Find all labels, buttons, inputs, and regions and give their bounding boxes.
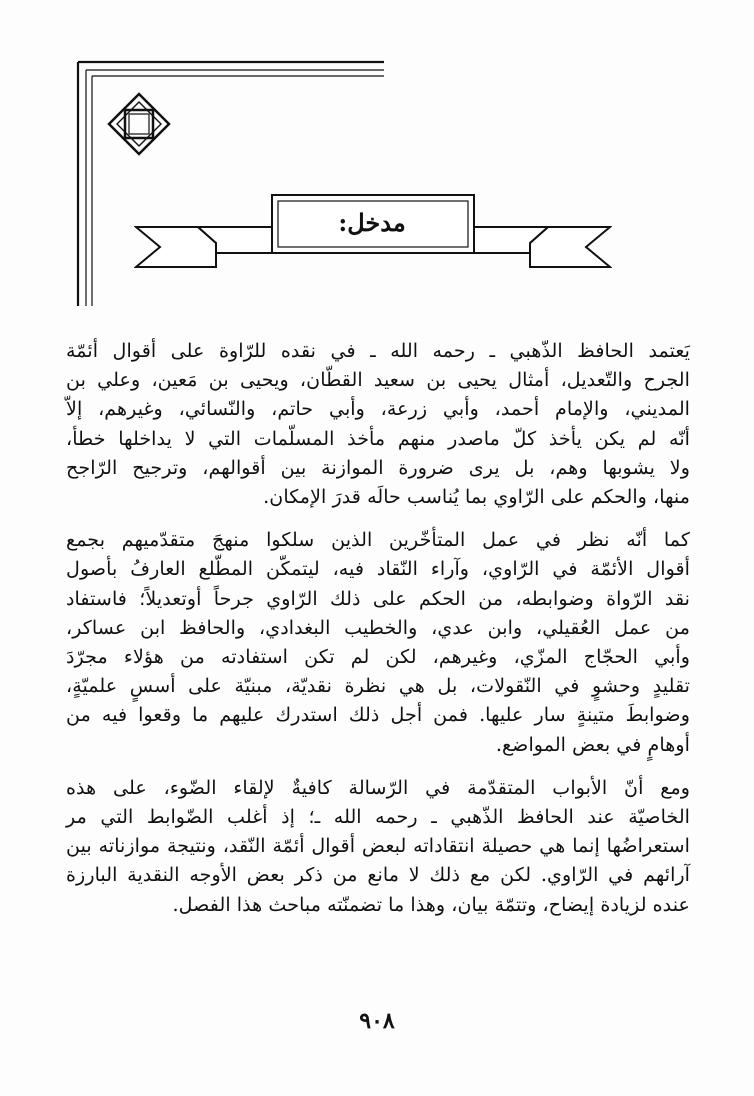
body-text	[66, 336, 690, 933]
text-line: تقليدٍ وحشوٍ في النّقولات، بل هي نظرة نقديّة، مبنيّة على أسسٍ علميّةٍ،	[66, 674, 690, 698]
text-line: أقوال الأئمّة في الرّاوي، وآراء النّقاد فيه، ليتمكّن المطّلع العارفُ بأصول	[66, 557, 690, 581]
text-line: نقد الرّواة وضوابطه، من الحكم على ذلك الرّاوي جرحاً أوتعديلاً؛ فاستفاد	[66, 586, 690, 610]
text-line: آرائهم في الرّاوي. لكن مع ذلك لا مانع من ذكر بعض الأوجه النقدية البارزة	[66, 863, 690, 887]
page-number: ٩٠٨	[359, 1008, 395, 1034]
text-line: عنده لزيادة إيضاح، وتتمّة بيان، وهذا ما تضمنّته مباحث هذا الفصل.	[172, 892, 690, 916]
text-line: وضوابطَ متينةٍ سار عليها. فمن أجل ذلك استدرك عليهم ما وقعوا فيه من	[66, 703, 690, 727]
text-line: من عمل العُقيلي، وابن عدي، والخطيب البغدادي، والحافظ ابن عساكر،	[66, 615, 690, 639]
text-line: استعراضُها إنما هي حصيلة انتقاداته لبعض أقوال أئمّة النّقد، ونتيجة موازناته بين	[66, 834, 690, 858]
text-line: أوهامٍ في بعض المواضع.	[495, 732, 690, 756]
text-line: منها، والحكم على الرّاوي بما يُناسب حالَه قدرَ الإمكان.	[263, 485, 690, 509]
paragraph-3	[66, 773, 690, 919]
text-line: ولا يشوبها وهم، بل يرى ضرورة الموازنة بين أقوالهم، وترجيح الرّاجح	[66, 455, 690, 479]
paragraph-2	[66, 525, 690, 759]
text-line: الخاصيّة عند الحافظ الذّهبي ـ رحمه الله ـ؛ إذ أغلب الضّوابط التي مر	[66, 805, 690, 829]
paragraph-1	[66, 336, 690, 511]
section-title: مدخل:	[338, 207, 406, 237]
text-line: أنّه لم يكن يأخذ كلّ ماصدر منهم مأخذ المسلّمات التي لا يداخلها خطأ،	[66, 426, 690, 450]
text-line: يَعتمد الحافظ الذّهبي ـ رحمه الله ـ في نقده للرّاوة على أقوال أئمّة	[66, 339, 690, 362]
text-line: المديني، والإمام أحمد، وأبي زرعة، وأبي حاتم، والنّسائي، وغيرهم، إلاّ	[66, 397, 690, 421]
text-line: ومع أنّ الأبواب المتقدّمة في الرّسالة كافيةٌ لإلقاء الضّوء، على هذه	[66, 775, 690, 799]
text-line: الجرح والتّعديل، أمثال يحيى بن سعيد القطّان، ويحيى بن مَعين، وعلي بن	[66, 368, 690, 392]
text-line: كما أنّه نظر في عمل المتأخّرين الذين سلكوا منهجَ متقدّميهم بجمع	[66, 528, 690, 552]
diamond-ornament-icon	[107, 92, 171, 156]
text-line: وأبي الحجّاج المزّي، وغيرهم، لكن لم تكن استفادته من هؤلاء مجرّدَ	[66, 645, 690, 669]
